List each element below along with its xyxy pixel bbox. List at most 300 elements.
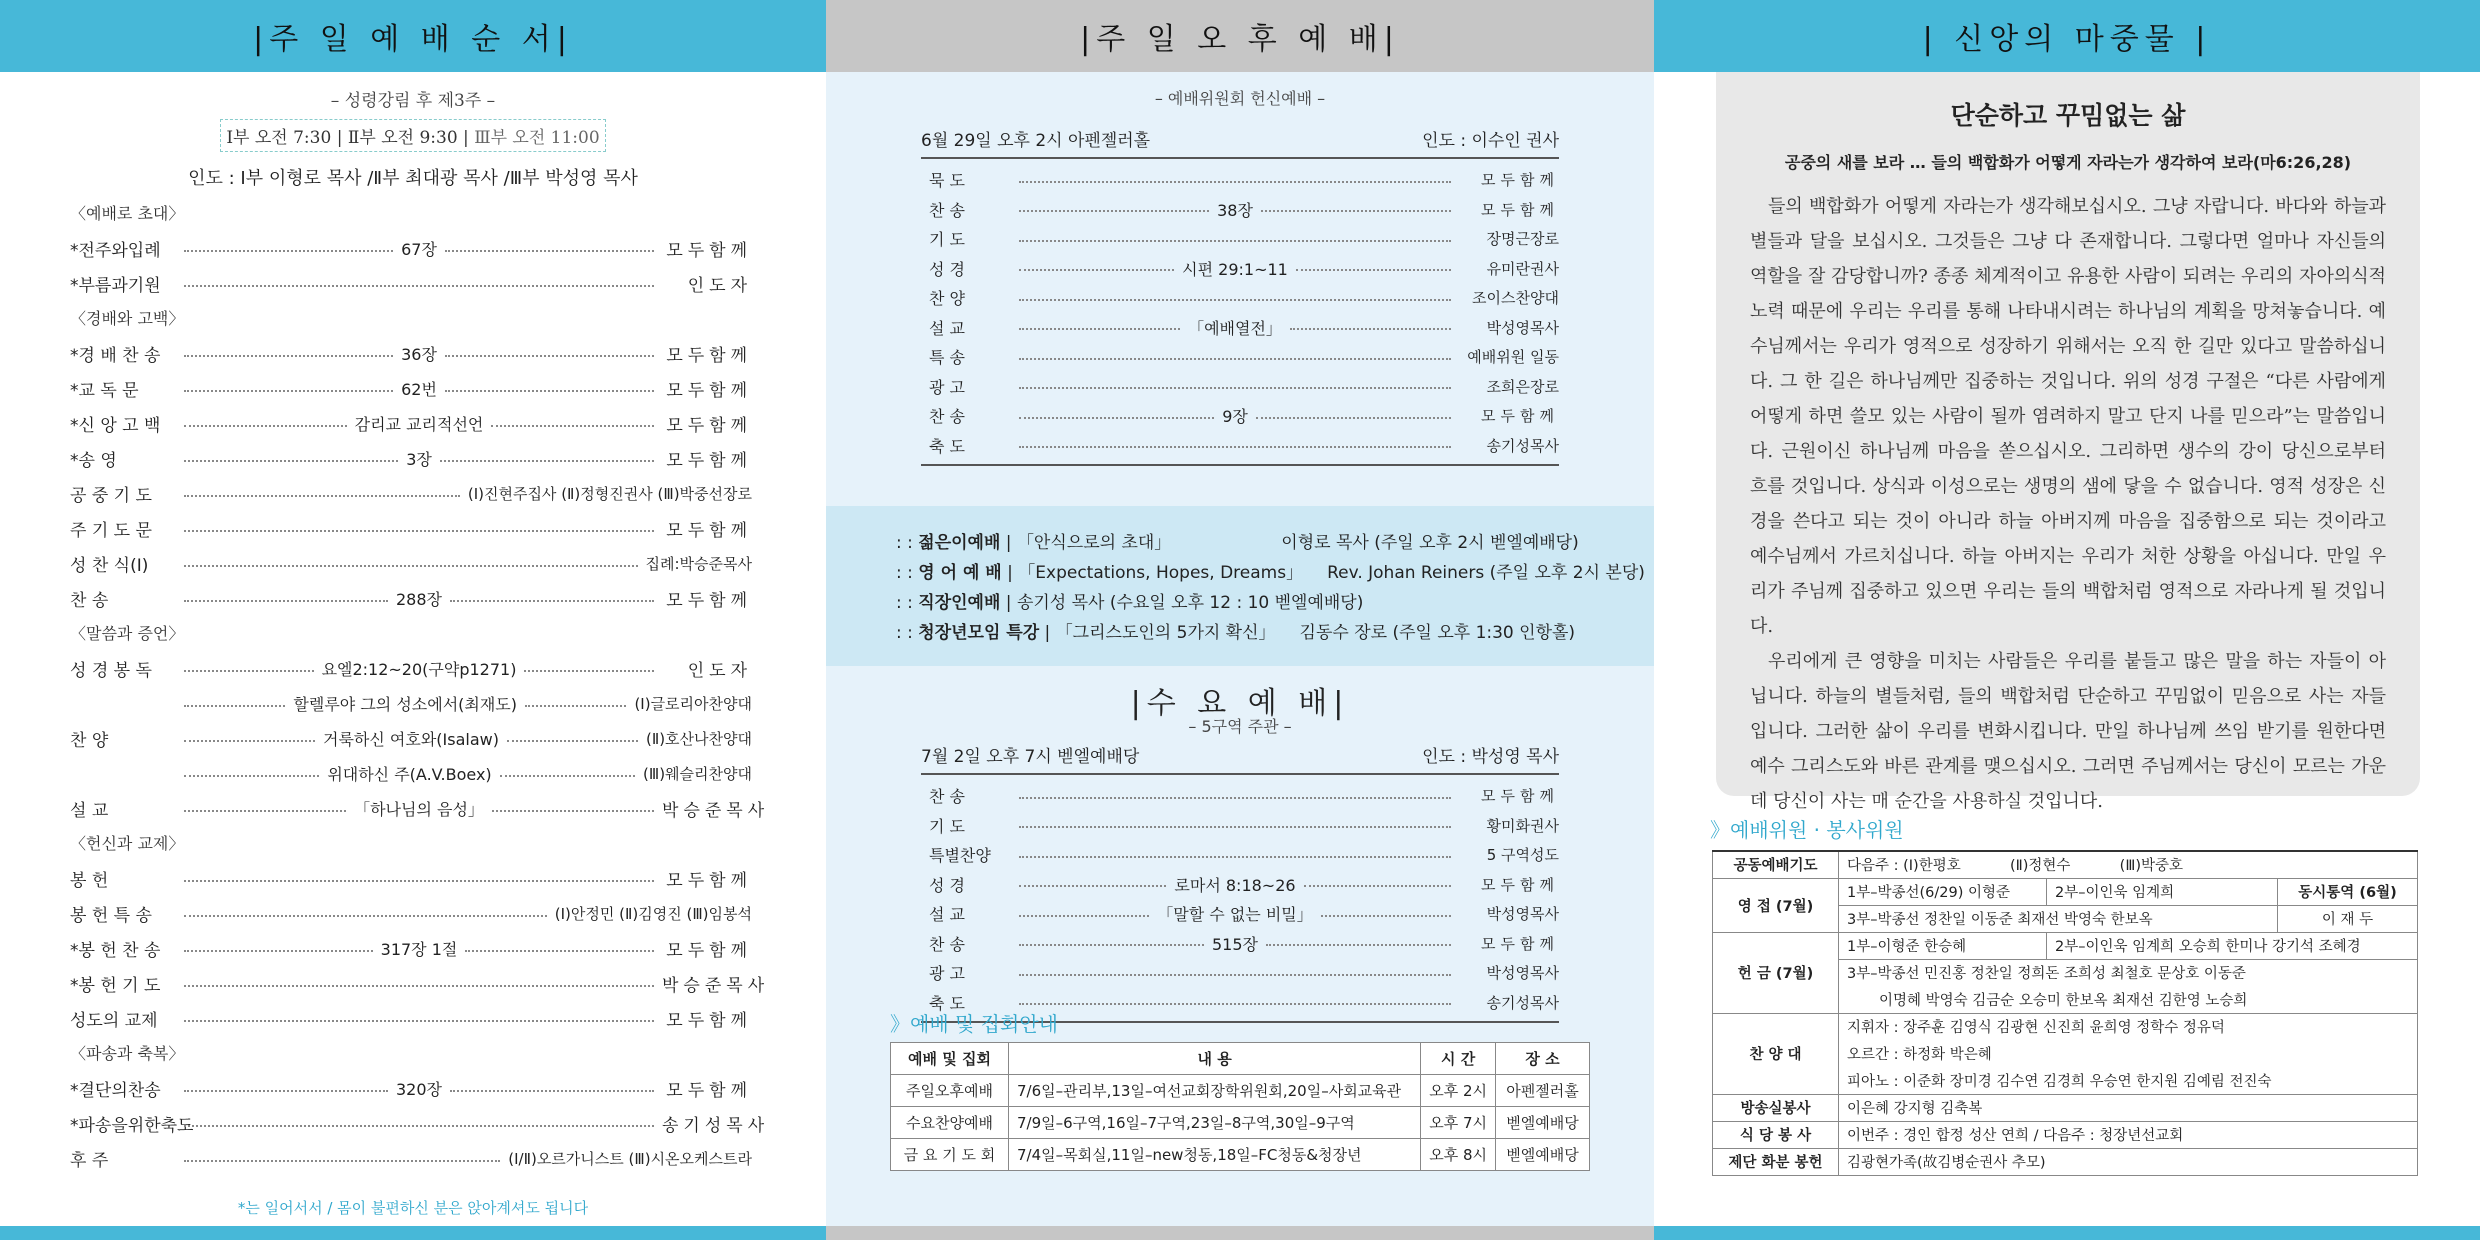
program-row	[921, 372, 1559, 402]
program-leader: (Ⅰ)안정민 (Ⅱ)김영진 (Ⅲ)임봉석	[554, 905, 752, 923]
bottom-bar	[0, 1226, 826, 1240]
program-label: *경 배 찬 송	[70, 346, 161, 366]
dot-leader	[500, 775, 635, 777]
afternoon-service-items	[921, 165, 1559, 460]
table-row	[1713, 932, 2418, 959]
program-leader: 예배위원 일동	[1467, 348, 1559, 367]
program-row	[921, 283, 1559, 313]
devotional-paragraph: 들의 백합화가 어떻게 자라는가 생각해보십시오. 그냥 자랍니다. 바다와 하늘과 별들과 달을 보십시오. 그것들은 그냥 다 존재합니다. 그렇다면 얼마나 자신들의 역할을 잘 감당합니까? 종종 체계적이고 유용한 사람이 되려는 우리의 자아의식적 노력 때문에 우리는 우리를 통해 나타내시려는 하나님의 계획을 망쳐놓습니다. 예수님께서는 우리가 영적으로 성장하기 위해서는 오직 한 길만 있다고 말씀하십니다. 그 한 길은 하나님께만 집중하는 것입니다. 위의 성경 구절은 “다른 사람에게 어떻게 하면 쓸모 있는 사람이 될까 염려하지 말고 단지 나를 믿으라”는 말씀입니다. 근원이신 하나님께 마음을 쏟으십시오. 그리하면 생수의 강이 당신으로부터 흐를 것입니다. 상식과 이성으로는 생명의 샘에 닿을 수 없습니다. 영적 성장은 신경을 쓴다고 되는 것이 아니라 하늘 아버지께 마음을 집중함으로 되는 것이라고 예수님께서 가르치십니다. 하늘 아버지는 우리가 처한 상황을 아십니다. 만일 우리가 주님께 집중하고 있으면 우리는 들의 백합처럼 영적으로 자라나게 될 것입니다.	[1750, 196, 2386, 637]
column-header: 장 소	[1496, 1043, 1590, 1075]
column-header: 내 용	[1009, 1043, 1421, 1075]
dot-leader	[1019, 358, 1451, 360]
program-leader: 모두함께	[1481, 875, 1559, 894]
program-leader: 모두함께	[1481, 407, 1560, 426]
dot-leader	[524, 670, 654, 672]
table-cell: 1부–박종선(6/29) 이형준	[1839, 878, 2047, 905]
table-row	[891, 1107, 1590, 1139]
program-label: *부름과기원	[70, 276, 161, 296]
dot-leader	[445, 355, 654, 357]
dot-leader	[184, 775, 319, 777]
dot-leader	[1019, 797, 1451, 799]
program-leader: 황미화권사	[1486, 816, 1559, 835]
program-detail: 「말할 수 없는 비밀」	[1157, 905, 1313, 925]
dot-leader	[184, 250, 393, 252]
program-row	[921, 781, 1559, 811]
table-cell: 아펜젤러홀	[1496, 1075, 1590, 1107]
program-row	[70, 651, 752, 686]
program-label: 성 경	[929, 875, 965, 895]
program-detail: 38장	[1217, 200, 1253, 220]
service-name: 청장년모임 특강	[918, 623, 1040, 643]
program-row	[921, 401, 1559, 431]
table-cell: 식 당 봉 사	[1713, 1121, 1839, 1148]
table-cell: 동시통역 (6월)	[2278, 878, 2418, 905]
worship-info-table	[890, 1042, 1590, 1171]
column-header: 시 간	[1421, 1043, 1496, 1075]
table-cell: 3부–박종선 민진홍 정찬일 정희돈 조희성 최철호 문상호 이동준	[1839, 959, 2418, 986]
table-cell: 3부–박종선 정찬일 이동준 최재선 박영숙 한보옥	[1839, 905, 2278, 932]
section-heading: 〈말씀과 증언〉	[70, 624, 185, 643]
service-detail: 「Expectations, Hopes, Dreams」	[1018, 563, 1304, 583]
dot-leader	[184, 1020, 654, 1022]
dot-leader	[1019, 885, 1166, 887]
table-cell: 수요찬양예배	[891, 1107, 1009, 1139]
dot-leader	[184, 600, 388, 602]
table-header-row	[891, 1043, 1590, 1075]
program-leader: 송기성목사	[1486, 436, 1559, 455]
dot-leader	[1019, 328, 1180, 330]
program-label: 광 고	[929, 377, 965, 397]
program-row	[70, 686, 752, 721]
dot-leader	[445, 250, 654, 252]
devotional-heading: 단순하고 꾸밈없는 삶	[1950, 101, 2186, 130]
program-leader: 박승준목사	[662, 976, 770, 996]
dot-leader	[184, 950, 373, 952]
table-cell: 금 요 기 도 회	[891, 1139, 1009, 1171]
program-row	[921, 165, 1559, 195]
table-cell: 헌 금 (7월)	[1713, 932, 1839, 1013]
program-detail: 로마서 8:18~26	[1174, 875, 1296, 895]
program-label: 축 도	[929, 993, 965, 1013]
program-detail: 67장	[401, 240, 437, 259]
wednesday-service-items	[921, 781, 1559, 1017]
program-row	[70, 546, 752, 581]
program-leader: 모두함께	[1481, 200, 1560, 219]
program-label: *교 독 문	[70, 381, 139, 401]
dot-leader	[184, 880, 654, 882]
section-heading: 〈경배와 고백〉	[70, 309, 185, 328]
program-leader: 모두함께	[666, 1011, 752, 1031]
table-cell: 벧엘예배당	[1496, 1139, 1590, 1171]
program-label: 찬 송	[929, 407, 965, 427]
program-row	[70, 371, 752, 406]
service-detail: 송기성 목사 (수요일 오후 12 : 10 벧엘예배당)	[1016, 593, 1364, 613]
program-row	[70, 1106, 770, 1141]
program-leader: 장명근장로	[1486, 230, 1559, 249]
wednesday-service-header	[921, 742, 1559, 775]
devotional-panel	[1654, 0, 2480, 1240]
program-leader: 조희은장로	[1486, 377, 1559, 396]
program-row	[921, 840, 1559, 870]
dot-leader	[1019, 387, 1451, 389]
program-row	[70, 931, 752, 966]
sunday-worship-panel	[0, 0, 826, 1240]
dot-leader	[1321, 915, 1451, 917]
dot-leader	[1019, 240, 1451, 242]
program-label: 주 기 도 문	[70, 521, 152, 541]
program-leader: 모두함께	[666, 241, 753, 261]
service-time-2: Ⅱ부 오전 9:30	[347, 128, 458, 148]
program-label: *결단의찬송	[70, 1081, 161, 1101]
dot-leader	[1290, 328, 1451, 330]
divider	[921, 464, 1559, 466]
program-label: 묵 도	[929, 171, 965, 191]
dot-leader	[1256, 417, 1451, 419]
program-label: 봉 헌 특 송	[70, 906, 152, 926]
afternoon-service-when: 6월 29일 오후 2시 아펜젤러홀	[921, 131, 1151, 151]
table-cell: 제단 화분 봉헌	[1713, 1148, 1839, 1175]
section-heading: 〈예배로 초대〉	[70, 204, 185, 223]
program-leader: 모두함께	[666, 416, 753, 436]
program-row	[70, 511, 752, 546]
program-detail: 36장	[401, 345, 437, 364]
program-row	[921, 958, 1559, 988]
program-leader: 5 구역성도	[1486, 846, 1559, 865]
service-name: 직장인예배	[918, 593, 1001, 613]
program-leader: 모두함께	[666, 346, 753, 366]
program-leader: 모두함께	[666, 591, 752, 611]
program-detail: 요엘2:12~20(구약p1271)	[321, 660, 517, 679]
program-label: 광 고	[929, 964, 965, 984]
program-row	[70, 266, 752, 301]
program-row	[921, 313, 1559, 343]
dot-leader	[1019, 417, 1214, 419]
program-detail: 317장 1절	[380, 940, 458, 959]
service-times: Ⅰ부 오전 7:30 | Ⅱ부 오전 9:30 | Ⅲ부 오전 11:00	[220, 119, 606, 152]
dot-leader	[184, 530, 654, 532]
program-label: 특 송	[929, 348, 965, 368]
table-cell: 이은혜 강지형 김축복	[1839, 1094, 2418, 1121]
table-cell: 1부–이형준 한승혜	[1839, 932, 2047, 959]
program-label: 공 중 기 도	[70, 486, 152, 506]
sunday-worship-subtitle: – 성령강림 후 제3주 –	[330, 91, 496, 111]
program-label: 성 찬 식(Ⅰ)	[70, 556, 149, 576]
table-row	[1713, 851, 2418, 878]
program-label: 설 교	[70, 801, 109, 821]
staff-entry: (Ⅲ)박중호	[2119, 858, 2184, 875]
program-row	[70, 231, 752, 266]
program-row	[70, 896, 752, 931]
dot-leader	[184, 810, 346, 812]
table-cell: 7/4일–목회실,11일–new청동,18일–FC청동&청장년	[1009, 1139, 1421, 1171]
program-leader: (Ⅰ)글로리아찬양대	[634, 695, 752, 713]
afternoon-worship-panel	[826, 0, 1654, 1240]
program-row	[70, 861, 752, 896]
service-time-place: 김동수 장로 (주일 오후 1:30 인항홀)	[1299, 623, 1576, 643]
program-detail: 「예배열전」	[1188, 318, 1282, 338]
dot-leader	[1019, 181, 1451, 183]
other-service-line	[896, 618, 1654, 648]
program-detail: 위대하신 주(A.V.Boex)	[327, 765, 492, 784]
table-cell	[1839, 851, 2418, 878]
program-leader: 박성영목사	[1486, 318, 1560, 337]
devotional-verse: 공중의 새를 보라 … 들의 백합화가 어떻게 자라는가 생각하여 보라(마6:26,28)	[1784, 153, 2352, 172]
table-cell: 지휘자 : 장주훈 김영식 김광현 신진희 윤희영 정학수 정유덕	[1839, 1013, 2418, 1040]
program-detail: 3장	[406, 450, 432, 469]
worship-info-title: 》예배 및 집회안내	[890, 1012, 1058, 1036]
bullet-marker: : :	[896, 593, 919, 613]
table-cell: 오후 7시	[1421, 1107, 1496, 1139]
program-label: *봉 헌 기 도	[70, 976, 161, 996]
dot-leader	[184, 740, 315, 742]
program-row	[921, 811, 1559, 841]
program-leader: 모두함께	[1481, 787, 1559, 806]
program-row	[921, 224, 1559, 254]
bullet-marker: : :	[896, 533, 919, 553]
table-row	[1713, 1094, 2418, 1121]
program-detail: 거룩하신 여호와(Isalaw)	[323, 730, 499, 749]
table-cell: 7/9일–6구역,16일–7구역,23일–8구역,30일–9구역	[1009, 1107, 1421, 1139]
program-label: *파송을위한축도	[70, 1116, 194, 1136]
program-label: 봉 헌	[70, 871, 109, 891]
program-detail: 「하나님의 음성」	[354, 800, 484, 819]
program-label: *송 영	[70, 451, 117, 471]
dot-leader	[184, 915, 547, 917]
program-label: 설 교	[929, 318, 965, 338]
dot-leader	[184, 705, 285, 707]
program-label: 기 도	[929, 230, 965, 250]
dot-leader	[1019, 1003, 1451, 1005]
dot-leader	[1019, 944, 1204, 946]
program-label: 찬 송	[929, 934, 965, 954]
separator: |	[1039, 623, 1056, 643]
program-label: 기 도	[929, 816, 965, 836]
afternoon-worship-subtitle: – 예배위원회 헌신예배 –	[1154, 89, 1326, 108]
staff-entry: (Ⅱ)정현수	[2009, 858, 2071, 875]
program-label: 찬 송	[929, 787, 965, 807]
column-header: 예배 및 집회	[891, 1043, 1009, 1075]
afternoon-service-header	[921, 126, 1559, 159]
standing-footnote: *는 일어서서 / 몸이 불편하신 분은 앉아계셔도 됩니다	[237, 1199, 589, 1217]
program-label: 축 도	[929, 436, 965, 456]
program-row	[70, 441, 752, 476]
table-cell: 오후 2시	[1421, 1075, 1496, 1107]
service-time-1: Ⅰ부 오전 7:30	[226, 128, 332, 148]
program-label: 성 경	[929, 259, 965, 279]
separator: |	[1001, 563, 1019, 583]
program-leader: 송기성목사	[1486, 993, 1559, 1012]
section-heading: 〈파송과 축복〉	[70, 1044, 185, 1063]
program-leader: 모두함께	[666, 941, 752, 961]
staff-table	[1712, 850, 2418, 1176]
program-label: 설 교	[929, 905, 965, 925]
program-detail: 시편 29:1~11	[1182, 259, 1288, 279]
table-cell: 이명혜 박영숙 김금순 오승미 한보옥 최재선 김한영 노승희	[1839, 986, 2418, 1013]
program-label: 찬 양	[70, 731, 109, 751]
devotional-body	[1750, 189, 2386, 819]
dot-leader	[492, 810, 654, 812]
program-leader: 조이스찬양대	[1472, 289, 1559, 308]
program-detail: 62번	[401, 380, 437, 399]
program-row	[70, 336, 752, 371]
program-row	[921, 254, 1559, 284]
dot-leader	[184, 985, 654, 987]
table-cell: 피아노 : 이준화 장미경 김수연 김경희 우승연 한지원 김예림 전진숙	[1839, 1067, 2418, 1094]
wednesday-service-when: 7월 2일 오후 7시 벧엘예배당	[921, 747, 1140, 767]
dot-leader	[1019, 856, 1451, 858]
program-label: 후 주	[70, 1151, 109, 1171]
dot-leader	[184, 1160, 500, 1162]
other-service-line	[896, 588, 1654, 618]
program-label: 특별찬양	[929, 846, 991, 866]
afternoon-service-order	[921, 126, 1559, 466]
bottom-bar	[1654, 1226, 2480, 1240]
dot-leader	[184, 1125, 654, 1127]
program-row	[70, 1141, 752, 1176]
table-cell: 김광현가족(故김병순권사 추모)	[1839, 1148, 2418, 1175]
dot-leader	[1019, 210, 1209, 212]
program-leader: 모두함께	[666, 1081, 752, 1101]
program-label: 성도의 교제	[70, 1011, 158, 1031]
program-detail: 515장	[1212, 934, 1258, 954]
staff-entry: 다음주 : (Ⅰ)한평호	[1847, 858, 1961, 875]
dot-leader	[1304, 885, 1451, 887]
program-leader: (Ⅲ)웨슬리찬양대	[643, 765, 752, 783]
service-detail: 「그리스도인의 5가지 확신」	[1055, 623, 1276, 643]
table-cell: 2부–이인욱 임계희	[2047, 878, 2278, 905]
table-cell: 영 접 (7월)	[1713, 878, 1839, 932]
program-leader: 유미란권사	[1486, 259, 1560, 278]
dot-leader	[1261, 210, 1451, 212]
program-row	[921, 195, 1559, 225]
program-leader: 모두함께	[1481, 171, 1559, 190]
dot-leader	[1019, 269, 1174, 271]
dot-leader	[1019, 915, 1149, 917]
program-leader: 모두함께	[666, 381, 753, 401]
service-name: 젊은이예배	[918, 533, 1001, 553]
program-label: 찬 송	[70, 591, 109, 611]
dot-leader	[440, 460, 654, 462]
program-row	[921, 431, 1559, 461]
dot-leader	[184, 495, 460, 497]
wednesday-worship-title: |수 요 예 배|	[1130, 686, 1350, 721]
dot-leader	[1019, 299, 1451, 301]
dot-leader	[450, 600, 654, 602]
other-services-band	[826, 506, 1654, 666]
program-label: *신 앙 고 백	[70, 416, 161, 436]
program-detail: 288장	[396, 590, 442, 609]
dot-leader	[184, 355, 393, 357]
program-row	[70, 581, 752, 616]
program-label: *봉 헌 찬 송	[70, 941, 161, 961]
program-leader: 박승준목사	[662, 801, 770, 821]
program-leader: 모두함께	[1481, 934, 1559, 953]
program-leader: 모두함께	[666, 871, 752, 891]
table-cell: 오르간 : 하정화 박은혜	[1839, 1040, 2418, 1067]
dot-leader	[184, 565, 638, 567]
program-leader: 송기성목사	[662, 1116, 770, 1136]
wednesday-worship-subtitle: – 5구역 주관 –	[1188, 717, 1292, 736]
dot-leader	[1296, 269, 1451, 271]
table-row	[1713, 1148, 2418, 1175]
program-label: 성 경 봉 독	[70, 661, 152, 681]
table-cell: 이 재 두	[2278, 905, 2418, 932]
dot-leader	[184, 460, 398, 462]
devotional-title: | 신앙의 마중물 |	[1654, 0, 2480, 72]
bullet-marker: : :	[896, 563, 919, 583]
devotional-paragraph: 우리에게 큰 영향을 미치는 사람들은 우리를 붙들고 많은 말을 하는 자들이 아닙니다. 하늘의 별들처럼, 들의 백합처럼 단순하고 꾸밈없이 믿음으로 사는 자들입니다. 그러한 삶이 우리를 변화시킵니다. 만일 하나님께 쓰임 받기를 원한다면 예수 그리스도와 바른 관계를 맺으십시오. 그러면 주님께서는 당신이 모르는 가운데 당신이 사는 매 순간을 사용하실 것입니다.	[1750, 651, 2386, 812]
table-cell: 주일오후예배	[891, 1075, 1009, 1107]
table-row	[891, 1075, 1590, 1107]
program-row	[70, 1071, 752, 1106]
dot-leader	[450, 1090, 654, 1092]
table-row	[1713, 878, 2418, 905]
program-leader: 모두함께	[666, 451, 753, 471]
wednesday-service-leader: 인도 : 박성영 목사	[1422, 747, 1559, 767]
dot-leader	[184, 670, 314, 672]
program-row	[70, 476, 752, 511]
program-leader: 박성영목사	[1486, 964, 1559, 983]
table-row	[891, 1139, 1590, 1171]
dot-leader	[1266, 944, 1451, 946]
service-detail: 「안식으로의 초대」	[1016, 533, 1172, 553]
dot-leader	[445, 390, 654, 392]
program-leader: (Ⅱ)호산나찬양대	[645, 730, 752, 748]
dot-leader	[184, 425, 347, 427]
separator: |	[1000, 533, 1017, 553]
service-time-place: 이형로 목사 (주일 오후 2시 벧엘예배당)	[1281, 533, 1579, 553]
program-detail: 9장	[1222, 407, 1248, 427]
dot-leader	[1019, 446, 1451, 448]
dot-leader	[1019, 974, 1451, 976]
program-leader: 인도자	[687, 661, 753, 681]
separator: |	[1000, 593, 1017, 613]
dot-leader	[1019, 826, 1451, 828]
dot-leader	[507, 740, 638, 742]
program-leader: 모두함께	[666, 521, 752, 541]
table-row	[1713, 1121, 2418, 1148]
dot-leader	[184, 1090, 388, 1092]
devotional-card	[1716, 72, 2420, 812]
staff-title: 》예배위원 · 봉사위원	[1710, 818, 1904, 842]
service-leaders: 인도 : Ⅰ부 이형로 목사 /Ⅱ부 최대광 목사 /Ⅲ부 박성영 목사	[188, 168, 638, 189]
program-label: 찬 송	[929, 200, 965, 220]
bullet-marker: : :	[896, 623, 919, 643]
program-leader: (Ⅰ)진현주집사 (Ⅱ)정형진권사 (Ⅲ)박중선장로	[467, 485, 752, 503]
program-row	[921, 929, 1559, 959]
program-leader: 박성영목사	[1486, 905, 1560, 924]
dot-leader	[465, 950, 654, 952]
afternoon-worship-title: |주 일 오 후 예 배|	[826, 0, 1654, 72]
table-cell: 찬 양 대	[1713, 1013, 1839, 1094]
program-row	[70, 791, 770, 826]
program-label: 찬 양	[929, 289, 965, 309]
afternoon-service-leader: 인도 : 이수인 권사	[1422, 131, 1559, 151]
program-row	[70, 966, 770, 1001]
section-heading: 〈헌신과 교제〉	[70, 834, 185, 853]
table-cell: 이번주 : 경인 합정 성산 연희 / 다음주 : 청장년선교회	[1839, 1121, 2418, 1148]
table-cell: 2부–이인욱 임계희 오승희 한미나 강기석 조혜경	[2047, 932, 2418, 959]
program-row	[70, 406, 752, 441]
table-row	[1713, 1013, 2418, 1040]
program-leader: (Ⅰ/Ⅱ)오르가니스트 (Ⅲ)시온오케스트라	[508, 1150, 752, 1168]
program-row	[921, 899, 1559, 929]
other-service-line	[896, 528, 1654, 558]
table-cell: 벧엘예배당	[1496, 1107, 1590, 1139]
dot-leader	[184, 390, 393, 392]
program-leader: 집례:박승준목사	[645, 555, 752, 573]
bottom-bar	[826, 1226, 1654, 1240]
